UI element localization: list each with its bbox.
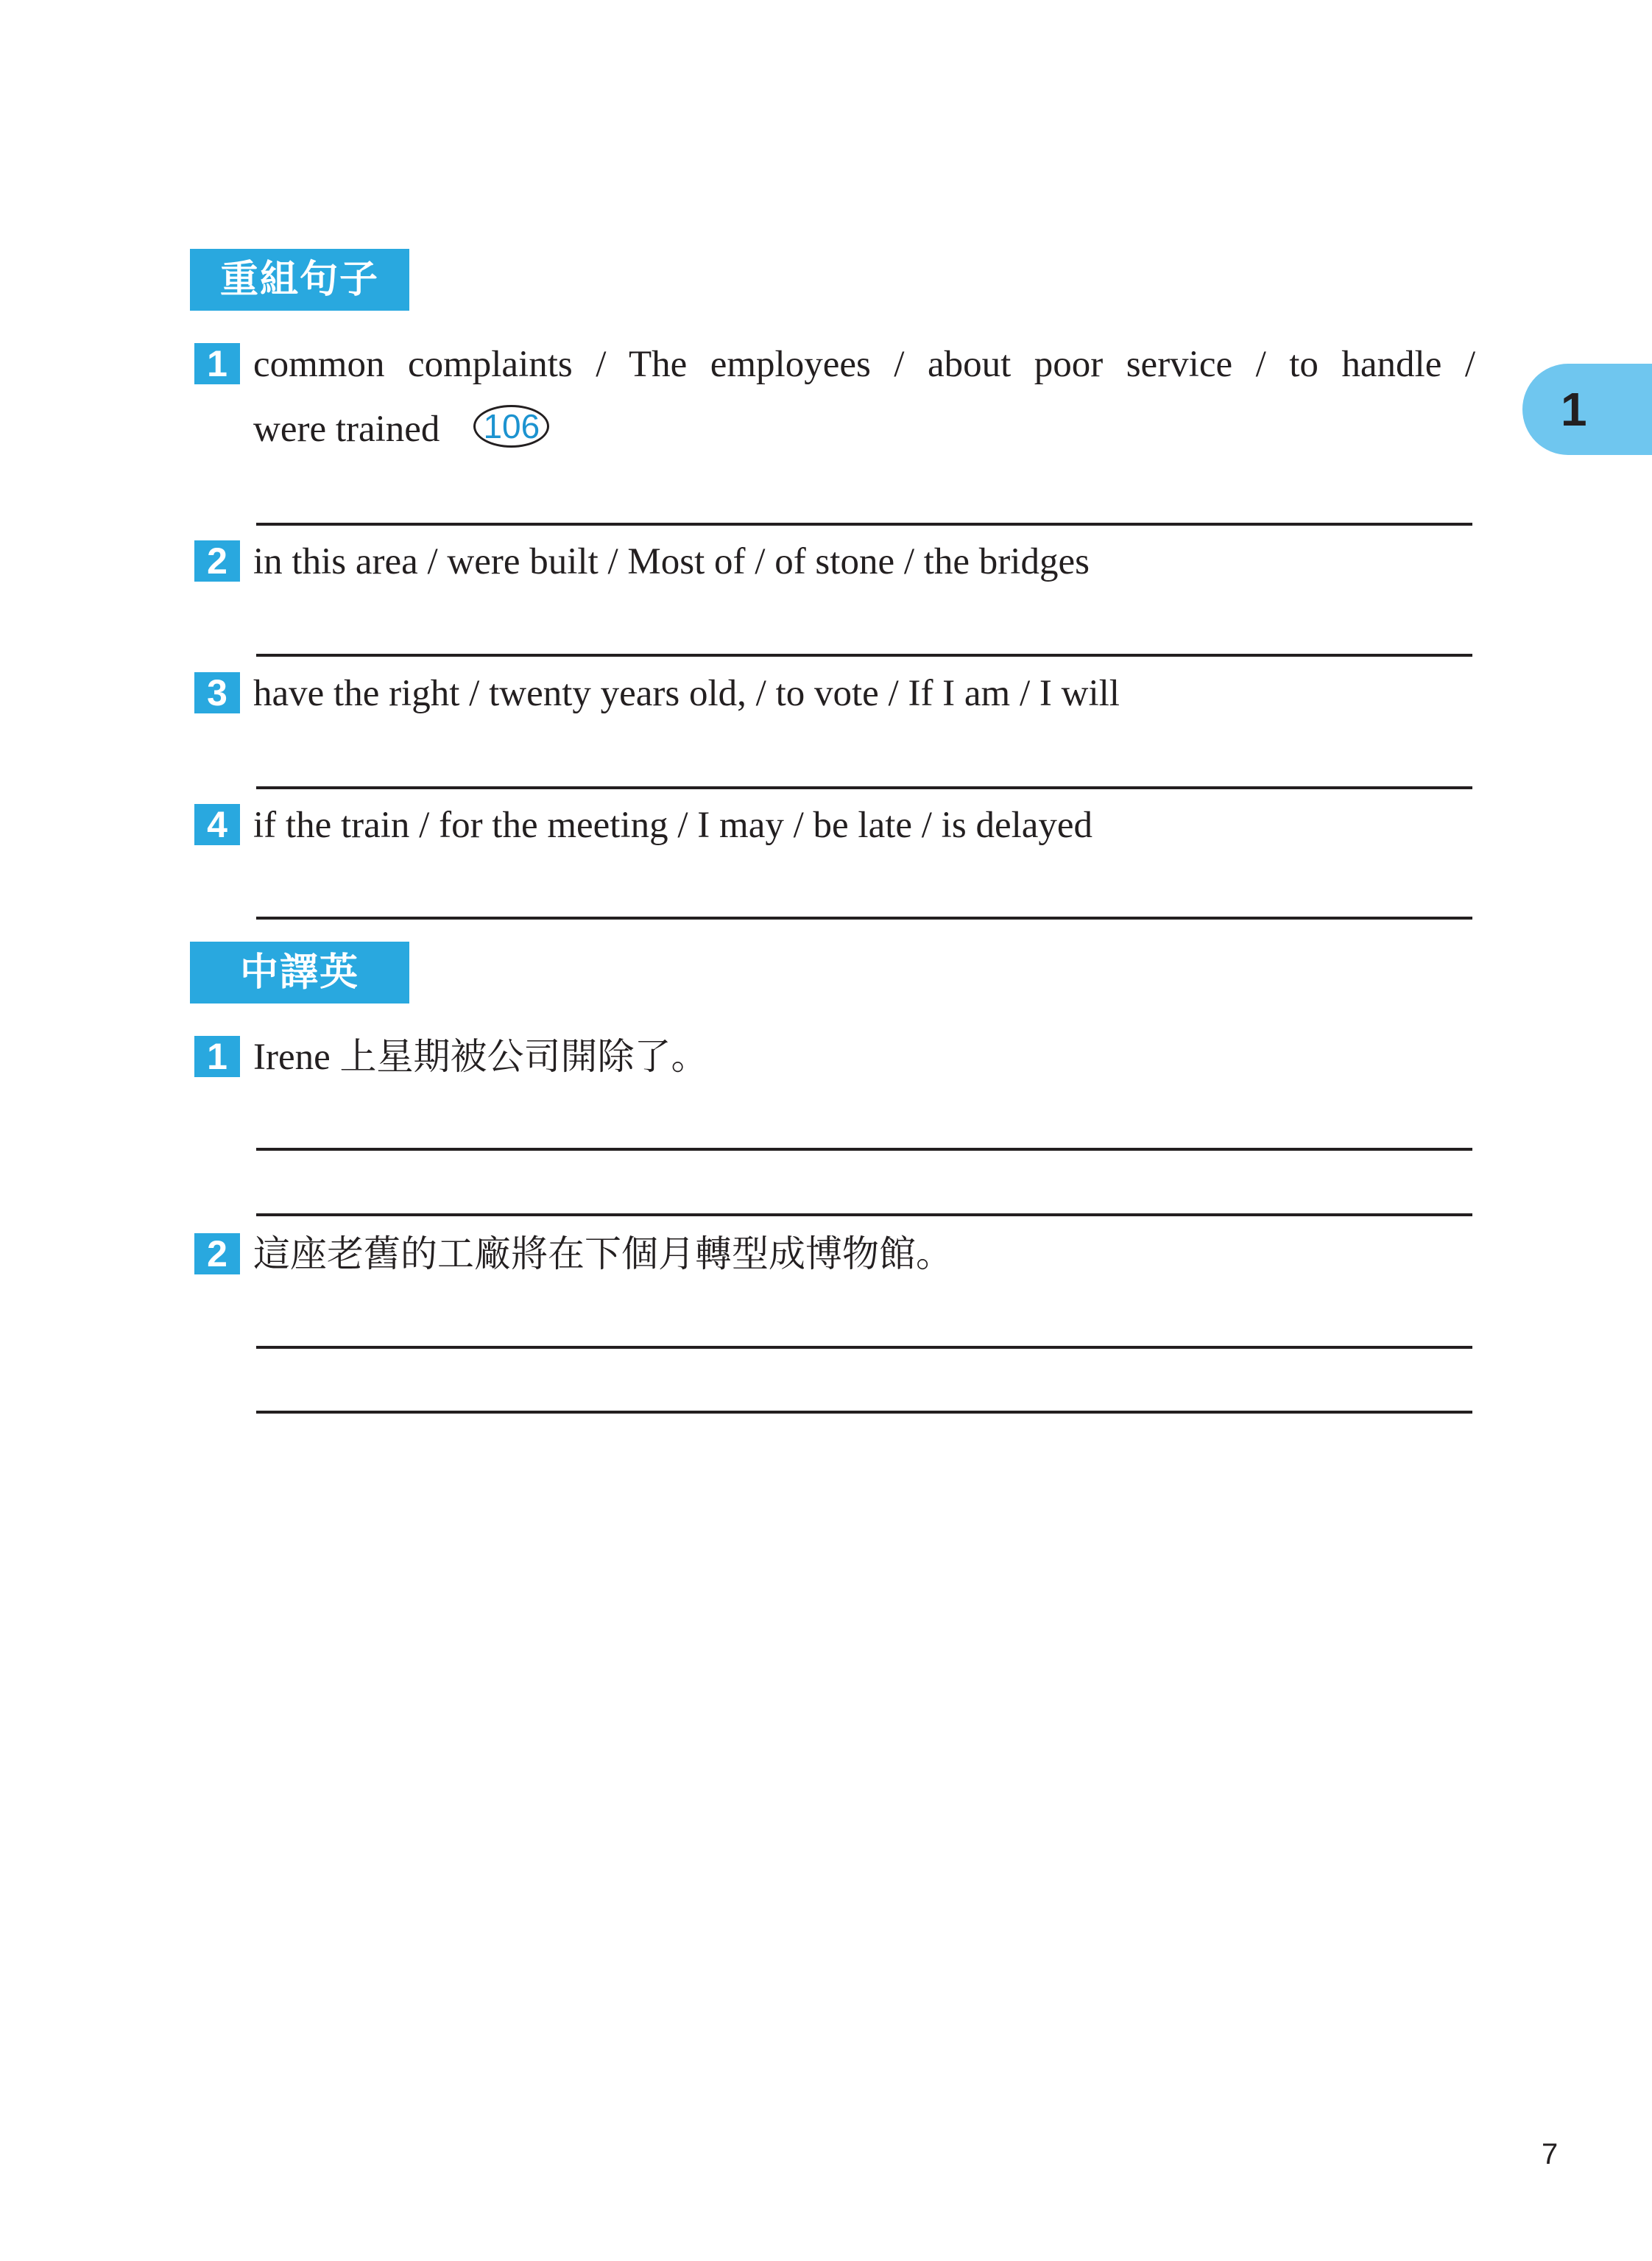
answer-line[interactable] [256, 1213, 1472, 1216]
question-number-badge: 3 [194, 672, 240, 713]
audio-track-badge[interactable]: 106 [473, 405, 549, 448]
question-prompt: if the train / for the meeting / I may / be late / is delayed [253, 805, 1093, 846]
answer-line[interactable] [256, 1411, 1472, 1414]
answer-line[interactable] [256, 654, 1472, 657]
translation-prompt [253, 1221, 1475, 1288]
answer-line[interactable] [256, 1346, 1472, 1349]
chapter-tab[interactable] [1522, 364, 1652, 455]
section-header-translation: 中譯英 [190, 942, 409, 1003]
question-number-badge: 2 [194, 1233, 240, 1274]
question-prompt-line1: common complaints / The employees / about poor service / to handle / [253, 344, 1475, 385]
question-prompt-continuation [253, 396, 1475, 462]
question-number-badge: 2 [194, 540, 240, 582]
translation-prompt [253, 1023, 1475, 1090]
translation-prompt-chinese: 上星期被公司開除了。 [339, 1035, 708, 1078]
translation-prompt-chinese: 這座老舊的工廠將在下個月轉型成博物館。 [253, 1232, 953, 1275]
answer-line[interactable] [256, 786, 1472, 789]
section-header-reorder: 重組句子 [190, 249, 409, 311]
question-prompt [253, 331, 1475, 398]
translation-prompt-latin: Irene [253, 1037, 340, 1078]
question-number-badge: 1 [194, 343, 240, 384]
chapter-number: 1 [1561, 383, 1587, 436]
question-prompt-line2: were trained [253, 409, 440, 450]
question-prompt: have the right / twenty years old, / to vote / If I am / I will [253, 673, 1120, 714]
answer-line[interactable] [256, 917, 1472, 920]
page-number: 7 [1542, 2138, 1559, 2170]
answer-line[interactable] [256, 1148, 1472, 1151]
question-number-badge: 4 [194, 804, 240, 845]
answer-line[interactable] [256, 523, 1472, 526]
question-prompt: in this area / were built / Most of / of stone / the bridges [253, 541, 1090, 582]
question-number-badge: 1 [194, 1036, 240, 1077]
